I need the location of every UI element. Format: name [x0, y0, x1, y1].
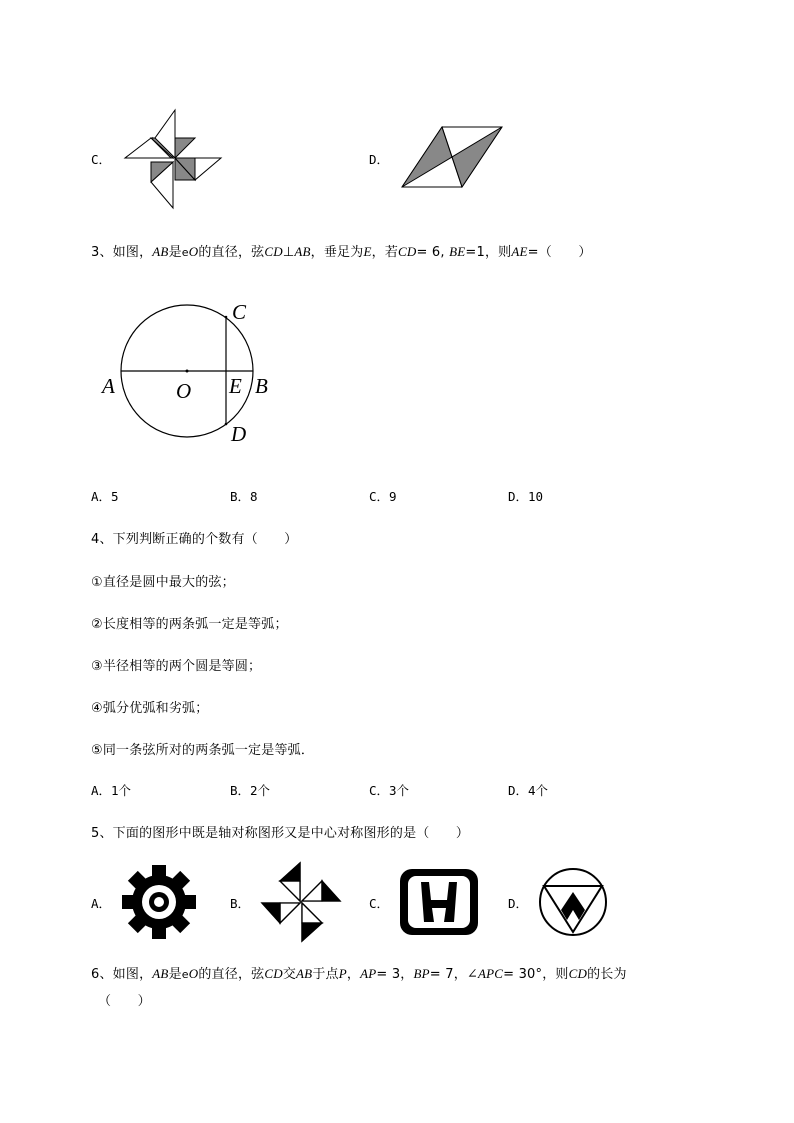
pinwheel-figure-c [123, 110, 223, 210]
q4-statement: ①直径是圆中最大的弦； [91, 575, 235, 590]
label-a: A [102, 374, 115, 398]
q4-statement: ②长度相等的两条弧一定是等弧； [91, 617, 288, 632]
option-d-label: D． [369, 152, 390, 167]
q3-option-c: C．9 [369, 489, 397, 504]
q3-option-b: B．8 [230, 489, 258, 504]
question-4-stem: 4、下列判断正确的个数有（ ） [91, 532, 298, 547]
label-b: B [255, 374, 268, 398]
q4-statement: ④弧分优弧和劣弧； [91, 701, 209, 716]
q4-option-d: D．4个 [508, 783, 549, 798]
q5-option-a-label: A． [91, 896, 112, 911]
label-o: O [176, 379, 192, 403]
q4-option-a: A．1个 [91, 783, 132, 798]
q4-option-b: B．2个 [230, 783, 271, 798]
honda-logo-icon [399, 868, 479, 936]
q3-option-d: D．10 [508, 489, 544, 504]
q5-option-b-label: B． [230, 896, 251, 911]
q4-statement: ③半径相等的两个圆是等圆； [91, 659, 262, 674]
q3-option-a: A．5 [91, 489, 119, 504]
triangle-circle-icon [537, 866, 609, 938]
label-c: C [232, 300, 247, 324]
question-6-blank: （ ） [98, 994, 151, 1009]
question-6-stem: 6、如图，AB是eO的直径，弦CD交AB于点P，AP= 3，BP= 7，∠APC= 30°，则CD的长为 [91, 966, 627, 982]
parallelogram-figure-d [402, 127, 504, 189]
circle-diagram-q3 [98, 296, 288, 446]
label-e: E [229, 374, 242, 398]
option-c-label: C． [91, 152, 112, 167]
q4-statement: ⑤同一条弦所对的两条弧一定是等弧． [91, 743, 315, 758]
q5-option-c-label: C． [369, 896, 390, 911]
gear-icon [122, 865, 196, 939]
label-d: D [231, 422, 247, 446]
question-5-stem: 5、下面的图形中既是轴对称图形又是中心对称图形的是（ ） [91, 826, 470, 841]
question-3-stem: 3、如图，AB是eO的直径，弦CD⊥AB，垂足为E，若CD= 6, BE=1，则AE=（ ） [91, 244, 592, 260]
pinwheel-icon [260, 861, 342, 943]
q5-option-d-label: D． [508, 896, 529, 911]
q4-option-c: C．3个 [369, 783, 410, 798]
